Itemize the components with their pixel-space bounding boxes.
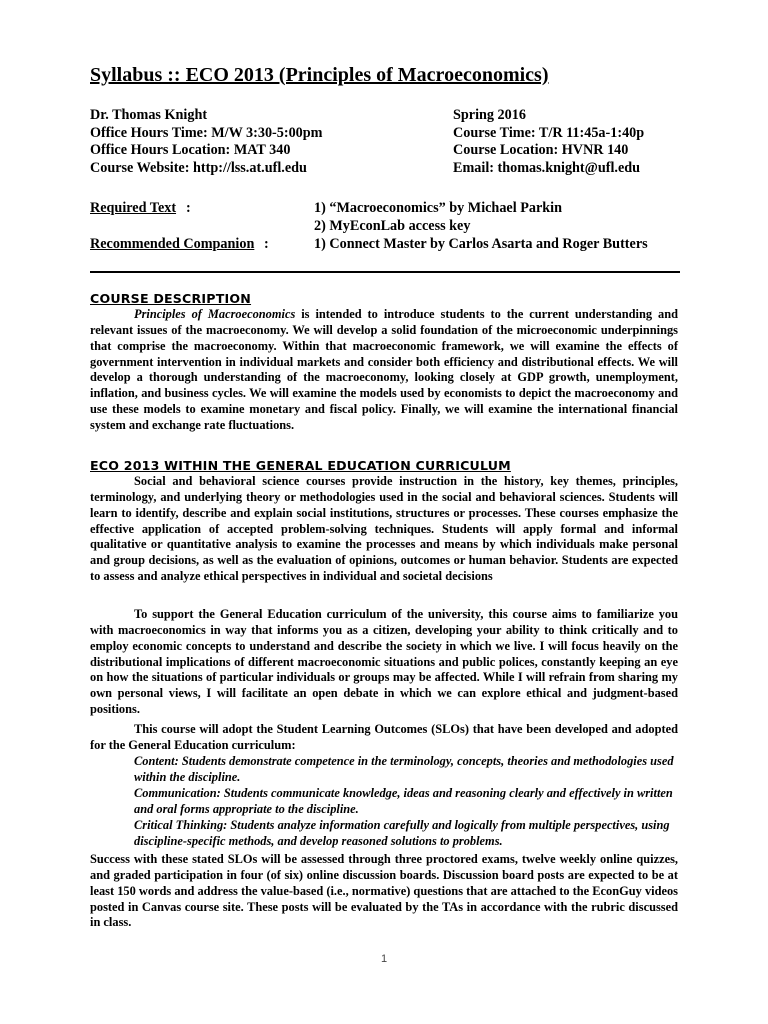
gen-ed-paragraph-2: To support the General Education curriculum of the university, this course aims to familiarize you with macroeconomics in way that informs you as a citizen, developing your ability to think critically and to employ economic concepts to understand and describe the society in which we live. I will focus heavily on the distributional implications of different macroeconomic situations and public polices, constantly keeping an eye on how the situations of particular individuals or groups may be affected. While I will refrain from sharing my own personal views, I will facilitate an open debate in which we can explore ethical and judgment-based positions. [90,607,678,717]
slo-content: Content: Students demonstrate competence in the terminology, concepts, theories and methodologies used within the discipline. [134,754,674,784]
term: Spring 2016 [453,107,526,123]
course-name-italic: Principles of Macroeconomics [134,307,296,321]
slo-communication: Communication: Students communicate knowledge, ideas and reasoning clearly and effectively in written and oral forms appropriate to the discipline. [134,786,673,816]
gen-ed-heading: ECO 2013 WITHIN THE GENERAL EDUCATION CURRICULUM [90,458,511,473]
required-text-item: 1) “Macroeconomics” by Michael Parkin [314,200,562,216]
course-location: Course Location: HVNR 140 [453,142,629,158]
page-title: Syllabus :: ECO 2013 (Principles of Macroeconomics) [90,64,549,86]
course-description-body: is intended to introduce students to the current understanding and relevant issues of the macroeconomy. We will develop a solid foundation of the microeconomic underpinnings that comprise the macroeconomy. Within that macroeconomic framework, we will examine the effects of government intervention in individual markets and consider both efficiency and distributional effects. We will develop a thorough understanding of the macroeconomy, looking closely at GDP growth, unemployment, inflation, and business cycles. We will examine the models used by economists to depict the macroeconomy and use these models to examine monetary and fiscal policy. Finally, we will examine the international financial system and exchange rate fluctuations. [90,307,678,432]
course-website: Course Website: http://lss.at.ufl.edu [90,159,307,176]
gen-ed-paragraph-3: This course will adopt the Student Learning Outcomes (SLOs) that have been developed and adopted for the General Education curriculum: [90,722,678,752]
course-info [453,107,644,177]
section-divider [90,271,680,273]
course-description-heading: COURSE DESCRIPTION [90,291,252,306]
required-text-colon: : [186,200,191,216]
page-number: 1 [380,953,388,965]
slo-critical-thinking: Critical Thinking: Students analyze information carefully and logically from multiple perspectives, using discipline-specific methods, and develop reasoned solutions to problems. [134,818,670,848]
instructor-info [90,107,323,177]
recommended-companion-label: Recommended Companion [90,236,255,252]
recommended-companion-item: 1) Connect Master by Carlos Asarta and Roger Butters [314,236,648,252]
email: Email: thomas.knight@ufl.edu [453,159,641,176]
instructor-name: Dr. Thomas Knight [90,107,208,123]
gen-ed-paragraph-1: Social and behavioral science courses provide instruction in the history, key themes, principles, terminology, and underlying theory or methodologies used in the social and behavioral sciences. Students will learn to identify, describe and explain social institutions, structures or processes. These courses emphasize the effective application of accepted problem-solving techniques. Students will apply formal and informal qualitative or quantitative analysis to examine the processes and means by which individuals make personal and group decisions, as well as the evaluation of opinions, outcomes or human behavior. Students are expected to assess and analyze ethical perspectives in individual and societal decisions [90,474,678,584]
course-time: Course Time: T/R 11:45a-1:40p [453,124,645,141]
office-hours-location: Office Hours Location: MAT 340 [90,142,291,158]
gen-ed-paragraph-4: Success with these stated SLOs will be assessed through three proctored exams, twelve weekly online quizzes, and graded participation in four (of six) online discussion boards. Discussion board posts are expected to be at least 150 words and address the value-based (i.e., normative) questions that are attached to the EconGuy videos posted in Canvas course site. These posts will be evaluated by the TAs in accordance with the rubric discussed in class. [90,852,678,930]
required-text-item: 2) MyEconLab access key [314,218,471,234]
required-text-label: Required Text [90,200,177,216]
course-description-paragraph [90,307,678,434]
office-hours-time: Office Hours Time: M/W 3:30-5:00pm [90,124,323,141]
recommended-companion-colon: : [264,236,269,252]
